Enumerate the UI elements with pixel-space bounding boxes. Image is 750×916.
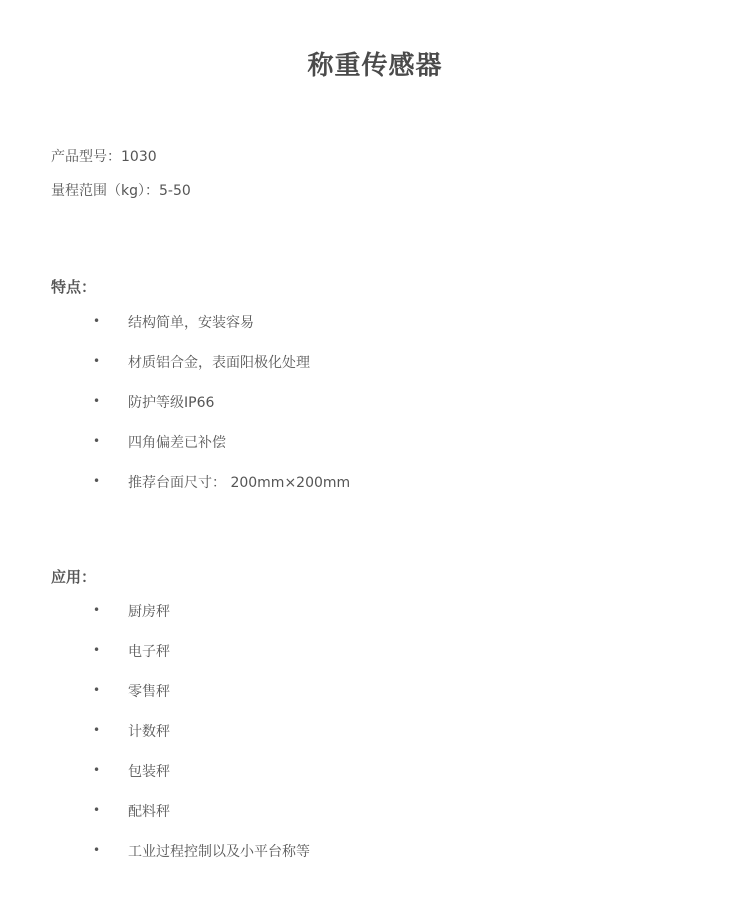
applications-list bbox=[0, 601, 750, 881]
product-model: 产品型号：1030 bbox=[51, 149, 157, 165]
application-text: 电子秤 bbox=[128, 644, 170, 660]
list-item bbox=[0, 721, 750, 761]
page-title: 称重传感器 bbox=[307, 51, 443, 81]
bullet-icon: • bbox=[93, 683, 101, 697]
feature-text: 材质铝合金，表面阳极化处理 bbox=[128, 355, 310, 371]
application-text: 厨房秤 bbox=[128, 604, 170, 620]
applications-heading: 应用： bbox=[51, 568, 97, 586]
application-text: 工业过程控制以及小平台称等 bbox=[128, 844, 310, 860]
bullet-icon: • bbox=[93, 603, 101, 617]
application-text: 零售秤 bbox=[128, 684, 170, 700]
bullet-icon: • bbox=[93, 763, 101, 777]
list-item bbox=[0, 352, 750, 392]
application-text: 配料秤 bbox=[128, 804, 170, 820]
list-item bbox=[0, 841, 750, 881]
measuring-range: 量程范围（kg）：5-50 bbox=[51, 183, 191, 199]
bullet-icon: • bbox=[93, 843, 101, 857]
bullet-icon: • bbox=[93, 354, 101, 368]
feature-text: 推荐台面尺寸： 200mm×200mm bbox=[128, 475, 351, 491]
list-item bbox=[0, 601, 750, 641]
feature-text: 结构简单，安装容易 bbox=[128, 315, 254, 331]
feature-text: 防护等级IP66 bbox=[128, 395, 215, 411]
bullet-icon: • bbox=[93, 434, 101, 448]
feature-text: 四角偏差已补偿 bbox=[128, 435, 226, 451]
features-heading: 特点： bbox=[51, 278, 97, 296]
bullet-icon: • bbox=[93, 394, 101, 408]
list-item bbox=[0, 472, 750, 512]
bullet-icon: • bbox=[93, 643, 101, 657]
bullet-icon: • bbox=[93, 314, 101, 328]
bullet-icon: • bbox=[93, 474, 101, 488]
list-item bbox=[0, 681, 750, 721]
list-item bbox=[0, 761, 750, 801]
list-item bbox=[0, 641, 750, 681]
list-item bbox=[0, 392, 750, 432]
features-list bbox=[0, 312, 750, 512]
list-item bbox=[0, 432, 750, 472]
list-item bbox=[0, 312, 750, 352]
bullet-icon: • bbox=[93, 723, 101, 737]
application-text: 计数秤 bbox=[128, 724, 170, 740]
list-item bbox=[0, 801, 750, 841]
application-text: 包装秤 bbox=[128, 764, 170, 780]
bullet-icon: • bbox=[93, 803, 101, 817]
